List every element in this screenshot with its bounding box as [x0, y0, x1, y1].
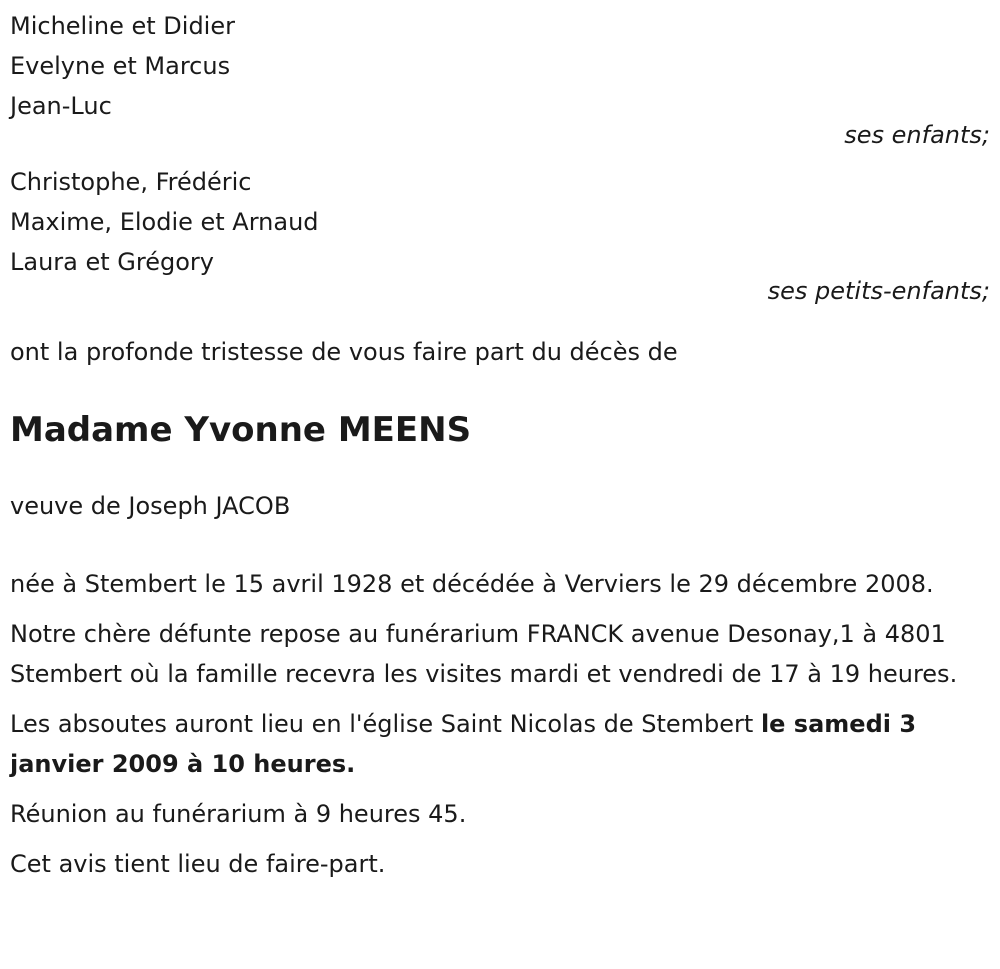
child-name: Jean-Luc	[10, 92, 112, 120]
birth-death-text: née à Stembert le 15 avril 1928 et décédée à Verviers le 29 décembre 2008.	[10, 570, 934, 598]
grandchild-name: Maxime, Elodie et Arnaud	[10, 208, 319, 236]
meeting-text: Réunion au funérarium à 9 heures 45.	[10, 800, 467, 828]
announcement-text: ont la profonde tristesse de vous faire part du décès de	[10, 338, 678, 366]
child-name: Micheline et Didier	[10, 12, 235, 40]
service-text: Les absoutes auront lieu en l'église Saint Nicolas de Stembert	[10, 710, 761, 738]
grandchild-name: Laura et Grégory	[10, 248, 214, 276]
grandchildren-group	[10, 162, 990, 306]
children-group	[10, 6, 990, 150]
service-date: le samedi 3 janvier 2009 à 10 heures.	[10, 710, 917, 778]
grandchild-name: Christophe, Frédéric	[10, 168, 252, 196]
closing-text: Cet avis tient lieu de faire-part.	[10, 850, 386, 878]
children-relation: ses enfants;	[844, 121, 990, 149]
grandchildren-relation: ses petits-enfants;	[767, 277, 990, 305]
widow-of-text: veuve de Joseph JACOB	[10, 492, 291, 520]
deceased-name: Madame Yvonne MEENS	[10, 410, 472, 450]
service-paragraph	[10, 704, 990, 784]
funeral-home-text: Notre chère défunte repose au funérarium FRANCK avenue Desonay,1 à 4801 Stembert où la famille recevra les visites mardi et vendredi de 17 à 19 heures.	[10, 620, 958, 688]
obituary-notice	[10, 6, 990, 884]
child-name: Evelyne et Marcus	[10, 52, 231, 80]
